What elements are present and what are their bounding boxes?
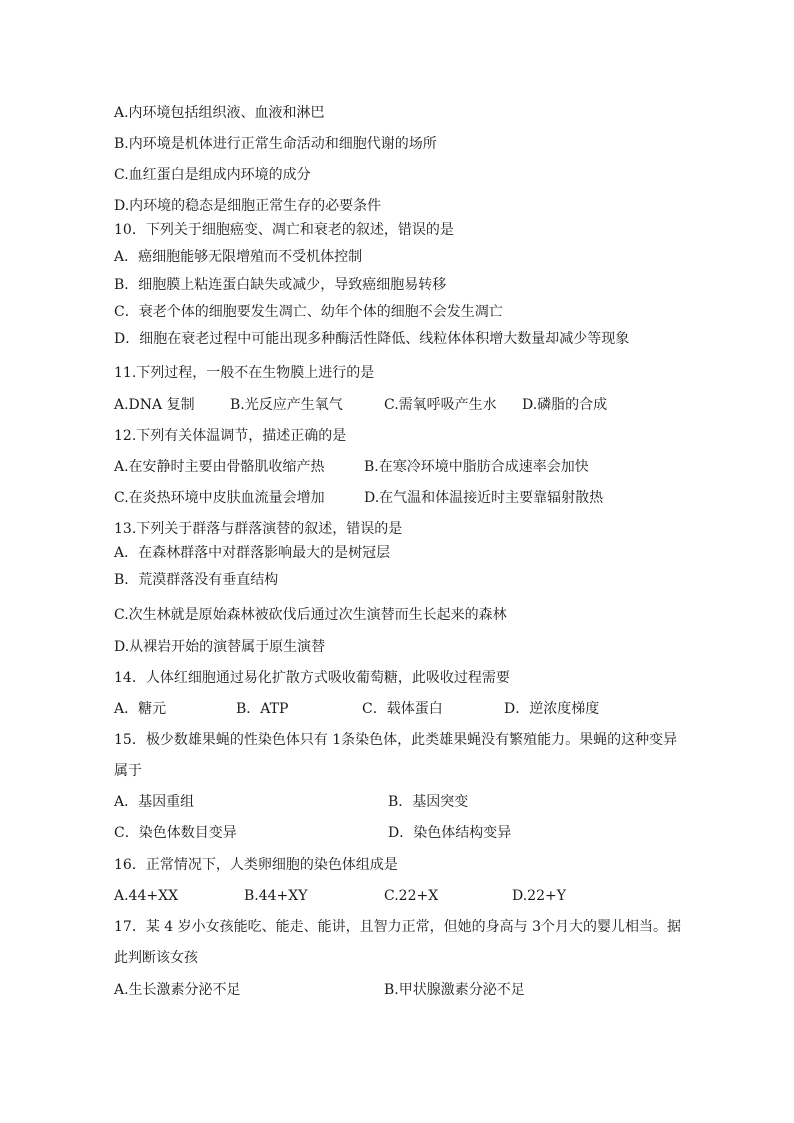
q17-stem-continued: 此判断该女孩 [114, 950, 198, 966]
q13-option-d: D.从裸岩开始的演替属于原生演替 [114, 639, 326, 655]
q16-option-c: C.22+X [384, 888, 439, 904]
q14-stem: 14．人体红细胞通过易化扩散方式吸收葡萄糖，此吸收过程需要 [114, 670, 510, 686]
q12-option-d: D.在气温和体温接近时主要靠辐射散热 [364, 490, 604, 506]
q9-option-a: A.内环境包括组织液、血液和淋巴 [114, 105, 325, 121]
q13-option-a: A．在森林群落中对群落影响最大的是树冠层 [114, 545, 391, 561]
q16-option-d: D.22+Y [512, 888, 566, 904]
q11-option-c: C.需氧呼吸产生水 [384, 397, 497, 413]
q11-stem: 11.下列过程，一般不在生物膜上进行的是 [114, 365, 375, 381]
q10-option-a: A．癌细胞能够无限增殖而不受机体控制 [114, 249, 363, 265]
q16-option-a: A.44+XX [114, 888, 179, 904]
q10-option-d: D．细胞在衰老过程中可能出现多种酶活性降低、线粒体体积增大数量却减少等现象 [114, 331, 630, 347]
q15-option-b: B．基因突变 [388, 794, 469, 810]
q13-option-b: B．荒漠群落没有垂直结构 [114, 572, 279, 588]
q9-option-b: B.内环境是机体进行正常生命活动和细胞代谢的场所 [114, 136, 437, 152]
q9-option-c: C.血红蛋白是组成内环境的成分 [114, 167, 311, 183]
q15-option-c: C．染色体数目变异 [114, 825, 237, 841]
q13-stem: 13.下列关于群落与群落演替的叙述，错误的是 [114, 521, 403, 537]
q12-option-b: B.在寒冷环境中脂肪合成速率会加快 [364, 459, 589, 475]
q11-option-a: A.DNA 复制 [114, 397, 195, 413]
q17-option-a: A.生长激素分泌不足 [114, 982, 241, 998]
q16-option-b: B.44+XY [244, 888, 308, 904]
q14-option-d: D．逆浓度梯度 [504, 701, 600, 717]
q12-option-a: A.在安静时主要由骨骼肌收缩产热 [114, 459, 325, 475]
q11-option-d: D.磷脂的合成 [522, 397, 608, 413]
q9-option-d: D.内环境的稳态是细胞正常生存的必要条件 [114, 198, 382, 214]
q14-option-c: C．载体蛋白 [362, 701, 443, 717]
q10-stem: 10．下列关于细胞癌变、凋亡和衰老的叙述，错误的是 [114, 222, 454, 238]
q14-option-a: A．糖元 [114, 701, 167, 717]
q12-option-c: C.在炎热环境中皮肤血流量会增加 [114, 490, 325, 506]
q10-option-b: B．细胞膜上粘连蛋白缺失或减少，导致癌细胞易转移 [114, 277, 447, 293]
q15-stem-continued: 属于 [114, 763, 142, 779]
q16-stem: 16．正常情况下，人类卵细胞的染色体组成是 [114, 857, 398, 873]
q17-option-b: B.甲状腺激素分泌不足 [384, 982, 525, 998]
q15-stem: 15．极少数雄果蝇的性染色体只有 1条染色体，此类雄果蝇没有繁殖能力。果蝇的这种变异 [114, 732, 678, 748]
q17-stem: 17．某 4 岁小女孩能吃、能走、能讲，且智力正常，但她的身高与 3个月大的婴儿相当。据 [114, 919, 681, 935]
q13-option-c: C.次生林就是原始森林被砍伐后通过次生演替而生长起来的森林 [114, 607, 507, 623]
q14-option-b: B．ATP [236, 701, 289, 717]
q11-option-b: B.光反应产生氧气 [230, 397, 343, 413]
q15-option-a: A．基因重组 [114, 794, 195, 810]
q15-option-d: D．染色体结构变异 [388, 825, 512, 841]
q12-stem: 12.下列有关体温调节，描述正确的是 [114, 428, 347, 444]
q10-option-c: C．衰老个体的细胞要发生凋亡、幼年个体的细胞不会发生凋亡 [114, 304, 503, 320]
